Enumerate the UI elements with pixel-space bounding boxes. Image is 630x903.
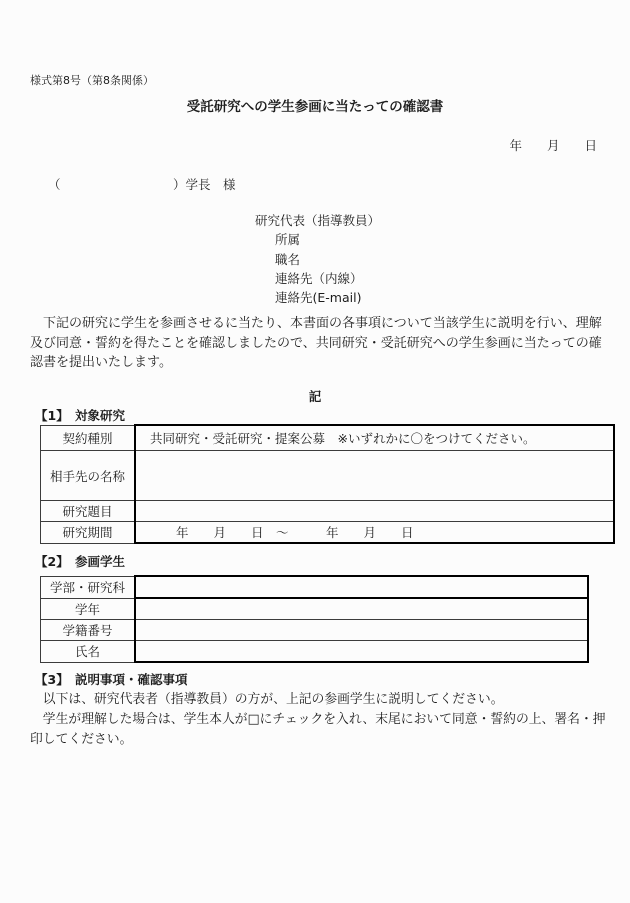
row-label-research-title: 研究題目	[41, 501, 136, 522]
section2-heading: 【2】 参画学生	[35, 554, 125, 569]
body-paragraph: 下記の研究に学生を参画させるに当たり、本書面の各事項について当該学生に説明を行い、理解及び同意・誓約を得たことを確認しましたので、共同研究・受託研究への学生参画に当たっての確認書を提出いたします。	[30, 316, 602, 370]
section3-heading: 【3】 説明事項・確認事項	[35, 672, 188, 687]
table-row	[41, 425, 615, 451]
table-row	[41, 620, 589, 641]
form-number-label: 様式第8号（第8条関係）	[30, 74, 154, 87]
row-value-research-period: 年 月 日 ～ 年 月 日	[135, 522, 614, 544]
date-line: 年 月 日	[509, 138, 597, 153]
rep-field-position: 職名	[275, 251, 301, 267]
research-representative-heading: 研究代表（指導教員）	[255, 213, 381, 228]
row-value-partner-name	[135, 451, 614, 501]
row-label-research-period: 研究期間	[41, 522, 136, 544]
table-row	[41, 451, 615, 501]
table-row	[41, 501, 615, 522]
section1-table	[40, 424, 615, 544]
research-representative-block	[255, 211, 380, 307]
row-label-student-name: 氏名	[41, 641, 136, 663]
row-label-partner-name: 相手先の名称	[41, 451, 136, 501]
table-row	[41, 576, 589, 598]
representative-fields	[255, 230, 380, 307]
row-value-student-name	[135, 641, 588, 663]
section1-heading: 【1】 対象研究	[35, 408, 125, 423]
section2-table	[40, 575, 589, 663]
row-value-grade	[135, 598, 588, 620]
addressee-line: （ ）学長 様	[48, 177, 236, 192]
document-title: 受託研究への学生参画に当たっての確認書	[186, 99, 444, 115]
table-row	[41, 641, 589, 663]
row-value-faculty	[135, 576, 588, 598]
rep-field-contact-extension: 連絡先（内線）	[275, 270, 363, 286]
ki-label: 記	[308, 389, 322, 404]
rep-field-affiliation: 所属	[275, 232, 301, 248]
row-label-faculty: 学部・研究科	[41, 576, 136, 598]
row-value-contract-type: 共同研究・受託研究・提案公募 ※いずれかに〇をつけてください。	[135, 425, 614, 451]
row-label-contract-type: 契約種別	[41, 425, 136, 451]
rep-field-contact-email: 連絡先(E-mail)	[275, 290, 362, 306]
row-value-research-title	[135, 501, 614, 522]
section3-instruction-1: 以下は、研究代表者（指導教員）の方が、上記の参画学生に説明してください。	[30, 692, 504, 707]
section3-instruction-2: 学生が理解した場合は、学生本人が□にチェックを入れ、末尾において同意・誓約の上、署名・押印してください。	[30, 712, 606, 747]
row-label-grade: 学年	[41, 598, 136, 620]
table-row	[41, 598, 589, 620]
row-value-student-id	[135, 620, 588, 641]
table-row	[41, 522, 615, 544]
row-label-student-id: 学籍番号	[41, 620, 136, 641]
